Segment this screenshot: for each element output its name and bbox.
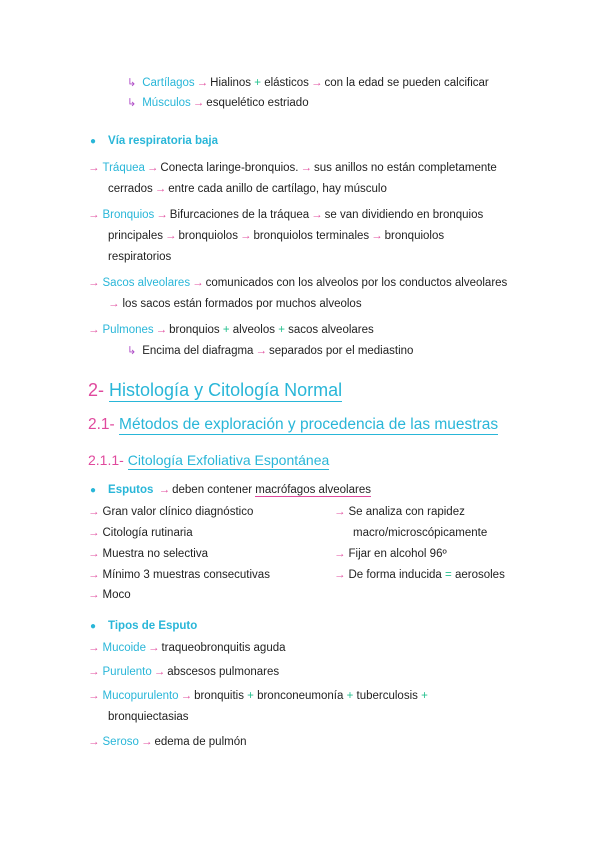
- plus-icon: +: [278, 324, 285, 336]
- heading-text: Métodos de exploración y procedencia de las muestras: [119, 416, 499, 433]
- plus-icon: +: [346, 690, 354, 702]
- bullet-icon: ●: [90, 136, 97, 147]
- text: comunicados con los alveolos por los conductos alveolares: [205, 277, 508, 289]
- text: Moco: [102, 589, 131, 601]
- sacos-line-1: [88, 276, 507, 290]
- text: Encima del diafragma: [142, 345, 254, 357]
- esputos-left-4: [88, 588, 131, 602]
- heading-text: Citología Exfoliativa Espontánea: [127, 452, 330, 468]
- esputos-right-0: [334, 505, 465, 519]
- text: los sacos están formados por muchos alveolos: [122, 298, 362, 310]
- text: Bifurcaciones de la tráquea: [169, 209, 310, 221]
- esputos-heading: [90, 483, 371, 498]
- arrow-icon: →: [88, 527, 100, 539]
- term-sacos: Sacos alveolares: [102, 277, 191, 289]
- arrow-icon: →: [255, 345, 267, 357]
- text: Conecta laringe-bronquios.: [160, 162, 299, 174]
- heading-text: Histología y Citología Normal: [109, 380, 343, 400]
- esputos-left-1: [88, 526, 193, 540]
- text: sacos alveolares: [288, 324, 374, 336]
- arrow-icon: →: [88, 277, 100, 289]
- text: entre cada anillo de cartílago, hay músculo: [168, 183, 387, 195]
- text: elásticos: [264, 77, 309, 89]
- term-musculos: Músculos: [142, 97, 191, 109]
- text: separados por el mediastino: [268, 345, 414, 357]
- arrow-icon: →: [334, 548, 346, 560]
- text: bronquiolos: [178, 230, 238, 242]
- text: respiratorios: [108, 251, 172, 263]
- esputos-left-0: [88, 505, 253, 519]
- text: esquelético estriado: [206, 97, 309, 109]
- term-traquea: Tráquea: [102, 162, 145, 174]
- text: Se analiza con rapidez: [348, 506, 465, 518]
- arrow-icon: →: [88, 548, 100, 560]
- equals-icon: =: [445, 569, 452, 581]
- text: con la edad se pueden calcificar: [324, 77, 489, 89]
- term-bronquios: Bronquios: [102, 209, 155, 221]
- arrow-icon: →: [192, 277, 204, 289]
- text: deben contener: [172, 484, 253, 496]
- arrow-icon: →: [196, 77, 209, 89]
- text: abscesos pulmonares: [167, 666, 280, 678]
- arrow-icon: →: [147, 642, 160, 654]
- heading-2-1-1: [88, 451, 329, 469]
- arrow-icon: →: [88, 642, 100, 654]
- sub-arrow-icon: ↳: [127, 97, 137, 109]
- traquea-line-2: [108, 182, 387, 196]
- text: cerrados: [108, 183, 153, 195]
- bronquios-line-1: [88, 208, 483, 222]
- term-mucopurulento: Mucopurulento: [102, 690, 179, 702]
- tipo-mucopurulento: [88, 689, 428, 703]
- text: Muestra no selectiva: [102, 548, 208, 560]
- heading-number: 2.1-: [88, 416, 115, 433]
- text: bronquiectasias: [108, 711, 189, 723]
- sub-arrow-icon: ↳: [127, 77, 137, 89]
- arrow-icon: →: [192, 97, 205, 109]
- text: alveolos: [232, 324, 275, 336]
- term-seroso: Seroso: [102, 736, 139, 748]
- plus-icon: +: [254, 77, 261, 89]
- arrow-icon: →: [88, 324, 100, 336]
- heading-number: 2-: [88, 380, 105, 400]
- cartilagos-line: [127, 76, 489, 90]
- tipo-purulento: [88, 665, 279, 679]
- arrow-icon: →: [371, 230, 383, 242]
- heading-2: [88, 379, 342, 401]
- arrow-icon: →: [156, 209, 168, 221]
- arrow-icon: →: [239, 230, 252, 242]
- bronquios-line-2: [108, 229, 444, 243]
- arrow-icon: →: [334, 569, 346, 581]
- sub-arrow-icon: ↳: [127, 345, 137, 357]
- traquea-line-1: [88, 161, 497, 175]
- arrow-icon: →: [88, 736, 100, 748]
- term-purulento: Purulento: [102, 666, 152, 678]
- term-mucoide: Mucoide: [102, 642, 146, 654]
- arrow-icon: →: [88, 666, 100, 678]
- arrow-icon: →: [300, 162, 312, 174]
- arrow-icon: →: [88, 209, 100, 221]
- text: Vía respiratoria baja: [108, 135, 218, 147]
- text: De forma inducida: [348, 569, 442, 581]
- text: bronconeumonía: [257, 690, 344, 702]
- arrow-icon: →: [88, 162, 100, 174]
- text: Tipos de Esputo: [108, 620, 198, 632]
- plus-icon: +: [222, 324, 230, 336]
- text: Citología rutinaria: [102, 527, 193, 539]
- text: bronquitis: [194, 690, 244, 702]
- tipo-seroso: [88, 735, 247, 749]
- bullet-icon: ●: [90, 621, 97, 632]
- text: Hialinos: [210, 77, 252, 89]
- bullet-icon: ●: [90, 485, 97, 496]
- arrow-icon: →: [153, 666, 166, 678]
- text: traqueobronquitis aguda: [161, 642, 286, 654]
- arrow-icon: →: [180, 690, 193, 702]
- arrow-icon: →: [311, 209, 323, 221]
- text: se van dividiendo en bronquios: [324, 209, 484, 221]
- musculos-line: [127, 96, 309, 110]
- text: macro/microscópicamente: [353, 527, 488, 539]
- arrow-icon: →: [334, 506, 346, 518]
- text: Mínimo 3 muestras consecutivas: [102, 569, 270, 581]
- text: principales: [108, 230, 163, 242]
- arrow-icon: →: [88, 569, 100, 581]
- esputos-right-1: [334, 547, 447, 561]
- arrow-icon: →: [108, 298, 120, 310]
- esputos-left-3: [88, 568, 270, 582]
- esputos-left-2: [88, 547, 208, 561]
- plus-icon: +: [247, 690, 254, 702]
- tipos-heading: [90, 619, 197, 634]
- tipo-mucopurulento-2: [108, 710, 189, 724]
- arrow-icon: →: [155, 324, 168, 336]
- plus-icon: +: [421, 690, 428, 702]
- text: sus anillos no están completamente: [314, 162, 497, 174]
- term-cartilagos: Cartílagos: [142, 77, 195, 89]
- term-pulmones: Pulmones: [102, 324, 154, 336]
- text: macrófagos alveolares: [255, 484, 371, 496]
- via-baja-heading: [90, 134, 218, 149]
- text: tuberculosis: [356, 690, 418, 702]
- arrow-icon: →: [140, 736, 153, 748]
- text: aerosoles: [454, 569, 505, 581]
- pulmones-line: [88, 323, 374, 337]
- sacos-line-2: [108, 297, 362, 311]
- text: bronquios: [169, 324, 220, 336]
- text: bronquiolos: [384, 230, 445, 242]
- heading-2-1: [88, 415, 498, 435]
- text: edema de pulmón: [154, 736, 247, 748]
- text: Esputos: [108, 484, 154, 496]
- esputos-right-0b: [353, 526, 487, 540]
- pulmones-sub: [127, 344, 413, 358]
- arrow-icon: →: [310, 77, 323, 89]
- arrow-icon: →: [88, 589, 100, 601]
- arrow-icon: →: [154, 183, 167, 195]
- arrow-icon: →: [146, 162, 159, 174]
- text: Gran valor clínico diagnóstico: [102, 506, 254, 518]
- text: Fijar en alcohol 96º: [348, 548, 447, 560]
- tipo-mucoide: [88, 641, 286, 655]
- esputos-right-2: [334, 568, 505, 582]
- heading-number: 2.1.1-: [88, 452, 124, 468]
- arrow-icon: →: [88, 690, 100, 702]
- bronquios-line-3: [108, 250, 171, 264]
- arrow-icon: →: [155, 484, 171, 496]
- arrow-icon: →: [164, 230, 177, 242]
- arrow-icon: →: [88, 506, 100, 518]
- text: bronquiolos terminales: [253, 230, 370, 242]
